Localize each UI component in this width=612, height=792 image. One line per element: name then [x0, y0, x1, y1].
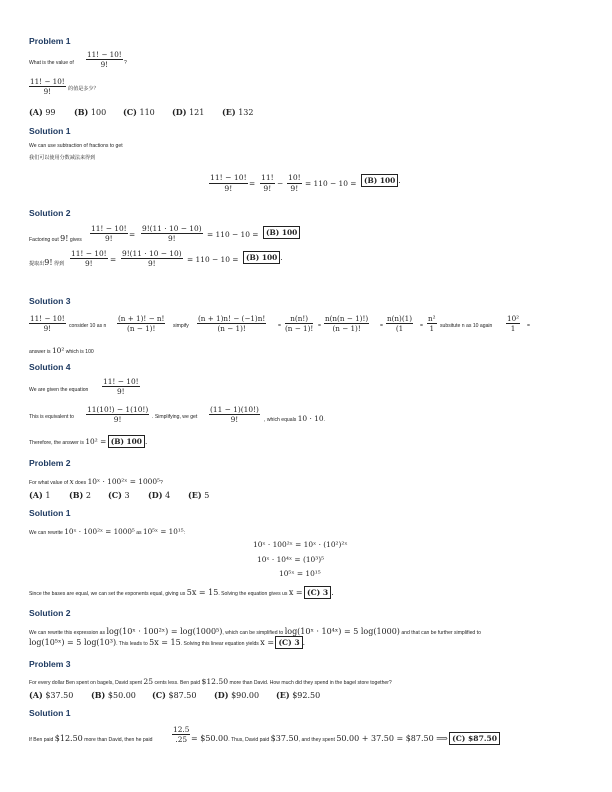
p2-s1-align-3: 10⁵ˣ = 10¹⁵ [279, 569, 321, 578]
p3-question: For every dollar Ben spent on bagels, David spent 25 cents less. Ben paid $12.50 more than David. How much did they spend in the bagel store together? [29, 677, 392, 686]
p1-s3-frac-4: n(n!) (n − 1)! [285, 314, 314, 334]
p1-question-text: What is the value of [29, 60, 74, 66]
p1-chinese-text: 的值是多少？ [68, 86, 99, 92]
p1-s2-frac-lhs-cn: 11! − 10! 9! [71, 249, 107, 269]
p1-question-fraction: 11! − 10! 9! [87, 50, 122, 70]
p2-choice-e: (E) 5 [188, 490, 210, 500]
p3-s1-part2: = $50.00. Thus, David paid $37.50, and they spent 50.00 + 37.50 = $87.50 ⟹ (C) $87.50 [191, 735, 500, 743]
p2-solution-1-heading: Solution 1 [29, 508, 71, 518]
p1-s2-answer-en: (B) 100 [263, 229, 300, 236]
p1-choice-b: (B) 100 [74, 107, 107, 117]
p1-chinese-fraction: 11! − 10! 9! [30, 77, 65, 97]
p1-s1-frac-a: 11! 9! [261, 173, 274, 193]
p1-choice-e: (E) 132 [222, 107, 254, 117]
p1-s3-answer: answer is 10² which is 100 [29, 346, 94, 355]
p2-s2-line1: We can rewrite this expression as log(10ˣ · 100²ˣ) = log(1000⁵), which can be simplified to log(10ˣ · 10⁴ˣ) = 5 log(1000) and that can be further simplified to [29, 627, 481, 636]
p1-choice-c: (C) 110 [123, 107, 155, 117]
p1-s2-frac-rhs-en: 9!(11 · 10 − 10) 9! [142, 224, 202, 244]
p1-s2-frac-rhs-cn: 9!(11 · 10 − 10) 9! [122, 249, 182, 269]
p1-s3-consider: consider 10 as n [69, 323, 107, 329]
p3-s1-frac: 12.5 .25 [173, 725, 190, 745]
p1-s3-frac-1: 11! − 10! 9! [30, 314, 65, 334]
p1-s3-frac-6: n(n)(1) (1 [387, 314, 413, 334]
p1-s2-frac-lhs-en: 11! − 10! 9! [91, 224, 127, 244]
p1-s1-eq-rest: = 110 − 10 = [305, 179, 357, 188]
p1-s1-line2: 我们可以使用分数减法来得到 [29, 155, 96, 161]
p1-s4-frac-equiv: 11(10!) − 1(10!) 9! [87, 405, 149, 425]
problem-2-heading: Problem 2 [29, 458, 71, 468]
p1-s4-therefore: Therefore, the answer is 10² = (B) 100 . [29, 437, 148, 446]
problem-1-heading: Problem 1 [29, 36, 71, 46]
p1-s3-frac-7: n² 1 [428, 314, 436, 334]
p1-s1-line1: We can use subtraction of fractions to get [29, 143, 123, 149]
p1-s4-equivalent: This is equivalent to [29, 414, 75, 420]
p2-choice-b: (B) 2 [69, 490, 91, 500]
p1-question-mark: ? [124, 60, 127, 66]
p1-s4-which: , which equals 10 · 10. [264, 414, 325, 423]
p1-s1-answer: (B) 100 . [361, 177, 401, 184]
p1-s3-frac-2: (n + 1)! − n! (n − 1)! [118, 314, 165, 334]
p1-s2-chinese: 提取出9! 得到 [29, 258, 65, 267]
p3-choice-d: (D) $90.00 [214, 690, 260, 700]
p1-s2-factoring: Factoring out 9! gives [29, 234, 82, 243]
p1-s1-frac-b: 10! 9! [288, 173, 301, 193]
p1-s4-frac-given: 11! − 10! 9! [103, 377, 139, 397]
p1-s3-frac-5: n(n(n − 1)!) (n − 1)! [325, 314, 369, 334]
p2-s1-bases: Since the bases are equal, we can set the exponents equal, giving us 5x = 15. Solving the equation gives us x = (C) 3 . [29, 588, 334, 597]
p3-choice-c: (C) $87.50 [152, 690, 197, 700]
p1-s4-simplifying: . Simplifying, we get [152, 414, 198, 420]
p3-choice-b: (B) $50.00 [91, 690, 136, 700]
p1-s3-simpify: simpify [173, 323, 189, 329]
p1-s4-given: We are given the equation [29, 387, 89, 393]
p1-s2-answer-cn: (B) 100 . [243, 254, 283, 261]
p1-choice-a: (A) 99 [29, 107, 56, 117]
p2-s1-align-2: 10ˣ · 10⁴ˣ = (10³)⁵ [257, 555, 325, 564]
p3-choice-a: (A) $37.50 [29, 690, 74, 700]
p1-choice-d: (D) 121 [172, 107, 205, 117]
p1-s3-frac-8: 10² 1 [507, 314, 520, 334]
p1-s3-frac-3: (n + 1)n! − (−1)n! (n − 1)! [198, 314, 266, 334]
p2-s1-align-1: 10ˣ · 100²ˣ = 10ˣ · (10²)²ˣ [253, 540, 348, 549]
p1-solution-4-heading: Solution 4 [29, 362, 71, 372]
p2-choice-d: (D) 4 [148, 490, 171, 500]
p1-s1-frac-lhs: 11! − 10! 9! [210, 173, 247, 193]
p3-solution-1-heading: Solution 1 [29, 708, 71, 718]
p2-choice-a: (A) 1 [29, 490, 51, 500]
problem-3-heading: Problem 3 [29, 659, 71, 669]
p1-solution-1-heading: Solution 1 [29, 126, 71, 136]
p1-solution-3-heading: Solution 3 [29, 296, 71, 306]
p1-s4-frac-simp: (11 − 1)(10!) 9! [210, 405, 259, 425]
p2-s1-rewrite: We can rewrite 10ˣ · 100²ˣ = 1000⁵ as 10⁵ˣ = 10¹⁵: [29, 527, 186, 536]
p2-choice-c: (C) 3 [108, 490, 130, 500]
p3-choice-e: (E) $92.50 [276, 690, 321, 700]
p1-solution-2-heading: Solution 2 [29, 208, 71, 218]
p2-question: For what value of x does 10ˣ · 100²ˣ = 1000⁵? [29, 477, 163, 486]
p2-s2-line2: log(10⁵ˣ) = 5 log(10³). This leads to 5x = 15. Solving this linear equation yields x = (C) 3 . [29, 638, 306, 647]
p1-s3-substitute: subsitute n as 10 again [440, 323, 493, 329]
p2-solution-2-heading: Solution 2 [29, 608, 71, 618]
p3-s1-part1: If Ben paid $12.50 more than David, then he paid [29, 734, 153, 743]
